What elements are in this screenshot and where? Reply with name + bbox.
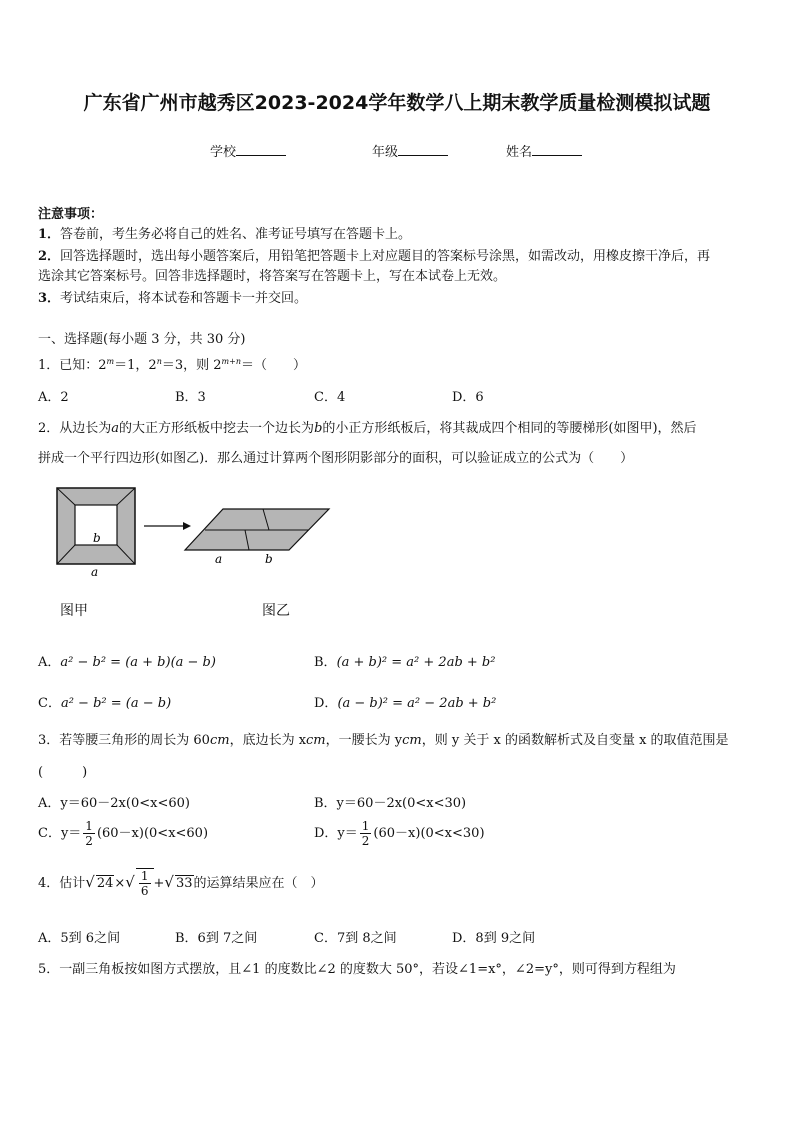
q2-option-a-label: A． (38, 655, 61, 670)
caption-yi: 图乙 (262, 603, 290, 619)
q2-option-d[interactable] (314, 692, 496, 711)
q4-radical-fraction (136, 868, 154, 898)
question-4 (38, 868, 324, 898)
q3-text-4: ，则 y 关于 x 的函数解析式及自变量 x 的取值范围是 (421, 733, 729, 748)
notice-item-1-text: 答卷前，考生务必将自己的姓名、准考证号填写在答题卡上。 (60, 227, 412, 242)
notice-item-2-cont: 选涂其它答案标号。回答非选择题时，将答案写在答题卡上，写在本试卷上无效。 (38, 269, 507, 284)
q4-times: × (114, 876, 126, 891)
q3-text-2: ，底边长为 x (229, 733, 307, 748)
q4-option-d[interactable]: D．8到 9之间 (452, 931, 536, 946)
question-2-line-2: 拼成一个平行四边形(如图乙)．那么通过计算两个图形阴影部分的面积，可以验证成立的公式为（ ） (38, 451, 634, 466)
q3-c-frac-den: 2 (85, 834, 93, 848)
q4-suffix: 的运算结果应在（ ） (193, 876, 324, 891)
q3-option-c-post: (60－x)(0<x<60) (96, 826, 209, 841)
notice-item-3-text: 考试结束后，将本试卷和答题卡一并交回。 (60, 291, 308, 306)
q2-option-b[interactable] (314, 651, 495, 670)
q4-fraction (139, 869, 151, 898)
q4-plus: + (153, 876, 165, 891)
name-field (506, 141, 582, 160)
q3-unit-1: cm (209, 733, 230, 748)
q3-text-3: ，一腰长为 y (325, 733, 403, 748)
grade-field (372, 141, 448, 160)
question-3-line-2: ( ) (38, 765, 88, 780)
fig2-label-a: a (215, 552, 223, 566)
q2-option-d-formula: (a − b)² = a² − 2ab + b² (337, 696, 497, 711)
question-5: 5．一副三角板按如图方式摆放，且∠1 的度数比∠2 的度数大 50°，若设∠1=x°，∠2=y°，则可得到方程组为 (38, 962, 676, 977)
q3-option-a[interactable]: A．y＝60－2x(0<x<60) (38, 796, 190, 811)
q4-option-c[interactable]: C．7到 8之间 (314, 931, 397, 946)
q2-text-3: 的小正方形纸板后，将其裁成四个相同的等腰梯形(如图甲)，然后 (322, 421, 697, 436)
notice-item-3 (38, 287, 307, 306)
question-3-line-1 (38, 729, 729, 748)
q2-option-b-label: B． (314, 655, 337, 670)
name-label: 姓名 (506, 145, 533, 160)
q1-exp-n: n (156, 357, 162, 366)
page-title: 广东省广州市越秀区2023-2024学年数学八上期末教学质量检测模拟试题 (83, 92, 711, 114)
sqrt-icon: √ (85, 873, 95, 891)
q2-option-c-label: C． (38, 696, 61, 711)
q3-unit-2: cm (306, 733, 326, 748)
notice-item-2-num: 2． (38, 249, 61, 264)
q2-option-c[interactable] (38, 692, 171, 711)
q3-option-c-fraction (83, 819, 95, 848)
question-1 (38, 354, 306, 373)
school-blank[interactable] (236, 143, 286, 156)
q3-option-d-pre: D．y＝ (314, 826, 358, 841)
q4-radicand-1: 24 (96, 876, 114, 891)
notice-item-1-num: 1． (38, 227, 61, 242)
q2-option-d-label: D． (314, 696, 338, 711)
q1-option-b[interactable]: B．3 (175, 390, 206, 405)
q1-exp-mn: m+n (221, 357, 241, 366)
q3-option-d-fraction (360, 819, 372, 848)
q4-radicand-2: 33 (175, 876, 193, 891)
q1-exp-m: m (106, 357, 115, 366)
q3-d-frac-den: 2 (361, 834, 370, 848)
q1-mid1: ＝1，2 (114, 358, 157, 373)
school-field (210, 141, 286, 160)
notice-item-2-text: 回答选择题时，选出每小题答案后，用铅笔把答题卡上对应题目的答案标号涂黑，如需改动，用橡皮擦干净后，再 (60, 249, 711, 264)
fig1-label-b: b (93, 531, 101, 545)
q1-prefix: 1．已知：2 (38, 358, 107, 373)
q1-option-a[interactable]: A．2 (38, 390, 69, 405)
q3-option-c-pre: C．y＝ (38, 826, 82, 841)
caption-jia: 图甲 (60, 603, 88, 619)
q2-option-c-formula: a² − b² = (a − b) (60, 696, 172, 711)
q2-option-b-formula: (a + b)² = a² + 2ab + b² (336, 655, 496, 670)
q4-option-a[interactable]: A．5到 6之间 (38, 931, 121, 946)
q3-option-d[interactable] (314, 819, 485, 848)
fig1-label-a: a (91, 565, 99, 578)
sqrt-icon: √ (164, 873, 174, 891)
q4-frac-den: 6 (140, 884, 149, 898)
notice-item-2 (38, 245, 710, 264)
grade-label: 年级 (372, 145, 399, 160)
q3-text-1: 3．若等腰三角形的周长为 60 (38, 733, 210, 748)
notice-item-3-num: 3． (38, 291, 61, 306)
q4-frac-num: 1 (140, 869, 149, 883)
name-blank[interactable] (532, 143, 582, 156)
q1-mid2: ＝3，则 2 (161, 358, 222, 373)
q3-option-c[interactable] (38, 819, 208, 848)
school-label: 学校 (210, 145, 237, 160)
q2-var-a: a (111, 421, 120, 436)
sqrt-icon: √ (125, 873, 135, 891)
q2-var-b: b (314, 421, 323, 436)
q2-text-1: 2．从边长为 (38, 421, 112, 436)
q3-option-d-post: (60－x)(0<x<30) (373, 826, 485, 841)
q2-option-a[interactable] (38, 651, 216, 670)
q3-c-frac-num: 1 (85, 819, 93, 833)
section-heading: 一、选择题(每小题 3 分，共 30 分) (38, 332, 246, 347)
figure-jia (55, 486, 137, 578)
q2-option-a-formula: a² − b² = (a + b)(a − b) (60, 655, 216, 670)
notice-item-1 (38, 223, 411, 242)
fig2-label-b: b (265, 552, 273, 566)
q1-suffix: ＝（ ） (240, 358, 306, 373)
q4-prefix: 4．估计 (38, 876, 86, 891)
q2-text-2: 的大正方形纸板中挖去一个边长为 (119, 421, 315, 436)
q3-unit-3: cm (402, 733, 422, 748)
q3-d-frac-num: 1 (361, 819, 370, 833)
grade-blank[interactable] (398, 143, 448, 156)
notice-heading: 注意事项： (38, 207, 104, 222)
q3-option-b[interactable]: B．y＝60－2x(0<x<30) (314, 796, 467, 811)
q4-option-b[interactable]: B．6到 7之间 (175, 931, 258, 946)
q1-option-d[interactable]: D．6 (452, 390, 484, 405)
q1-option-c[interactable]: C．4 (314, 390, 346, 405)
question-2-line-1 (38, 417, 697, 436)
figure-yi (183, 506, 333, 568)
